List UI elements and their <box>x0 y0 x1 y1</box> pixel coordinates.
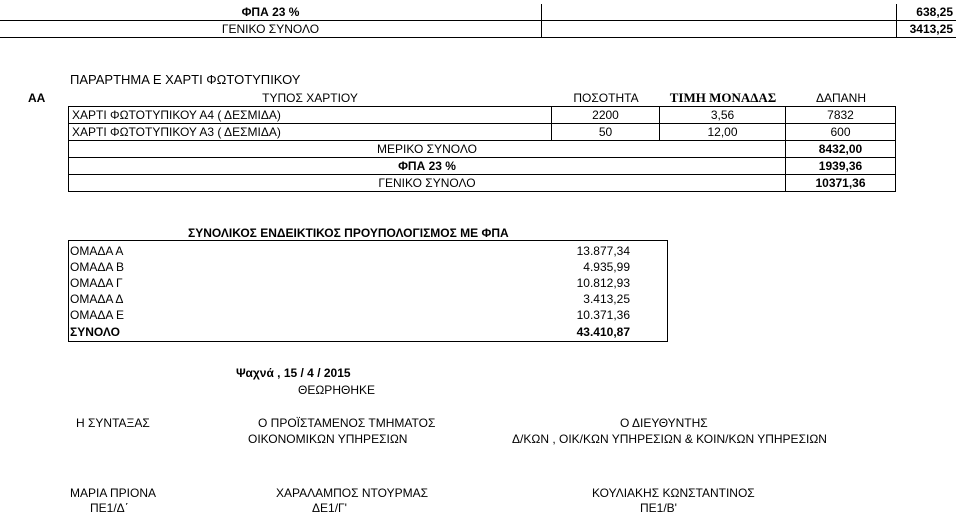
summary-total-label: ΣΥΝΟΛΟ <box>70 325 120 339</box>
summary-row-value: 4.935,99 <box>583 260 630 274</box>
sig2-rank: ΔΕ1/Γ' <box>312 501 347 515</box>
place-date: Ψαχνά , 15 / 4 / 2015 <box>236 366 351 380</box>
summary-row-value: 3.413,25 <box>583 292 630 306</box>
annex-total-label: ΓΕΝΙΚΟ ΣΥΝΟΛΟ <box>68 175 786 192</box>
summary-row-label: ΟΜΑΔΑ Ε <box>70 308 125 322</box>
top-total-value: 3413,25 <box>896 21 956 38</box>
row-type: ΧΑΡΤΙ ΦΩΤΟΤΥΠΙΚΟΥ Α4 ( ΔΕΣΜΙΔΑ) <box>68 107 552 124</box>
row-cost: 7832 <box>786 107 896 124</box>
row-unit-price: 12,00 <box>660 124 786 141</box>
sig2-role-line2: ΟΙΚΟΝΟΜΙΚΩΝ ΥΠΗΡΕΣΙΩΝ <box>248 432 408 446</box>
top-vat-value: 638,25 <box>896 4 956 21</box>
row-type: ΧΑΡΤΙ ΦΩΤΟΤΥΠΙΚΟΥ Α3 ( ΔΕΣΜΙΔΑ) <box>68 124 552 141</box>
sig3-role: Ο ΔΙΕΥΘΥΝΤΗΣ <box>620 416 708 430</box>
summary-row-value: 13.877,34 <box>576 244 630 258</box>
top-total-spacer <box>542 21 896 38</box>
annex-total-value: 10371,36 <box>786 175 896 192</box>
row-unit-price: 3,56 <box>660 107 786 124</box>
sig1-role: Η ΣΥΝΤΑΞΑΣ <box>76 416 150 430</box>
row-quantity: 2200 <box>552 107 660 124</box>
sig1-rank: ΠΕ1/Δ΄ <box>90 501 129 515</box>
sig3-rank: ΠΕ1/Β' <box>640 501 677 515</box>
sig2-name: ΧΑΡΑΛΑΜΠΟΣ ΝΤΟΥΡΜΑΣ <box>276 486 429 500</box>
sig3-role-line2: Δ/ΚΩΝ , ΟΙΚ/ΚΩΝ ΥΠΗΡΕΣΙΩΝ & ΚΟΙΝ/ΚΩΝ ΥΠΗΡΕΣΙΩΝ <box>512 432 827 446</box>
annex-title: ΠΑΡΑΡΤΗΜΑ Ε ΧΑΡΤΙ ΦΩΤΟΤΥΠΙΚΟΥ <box>70 72 301 87</box>
sig2-role: Ο ΠΡΟΪΣΤΑΜΕΝΟΣ ΤΜΗΜΑΤΟΣ <box>258 416 436 430</box>
top-vat-spacer <box>542 4 896 21</box>
subtotal-label: ΜΕΡΙΚΟ ΣΥΝΟΛΟ <box>68 141 786 158</box>
summary-row-label: ΟΜΑΔΑ Γ <box>70 276 123 290</box>
header-cost: ΔΑΠΑΝΗ <box>786 90 896 107</box>
header-type: ΤΥΠΟΣ ΧΑΡΤΙΟΥ <box>68 90 552 107</box>
top-vat-label: ΦΠΑ 23 % <box>0 4 542 21</box>
summary-row-value: 10.812,93 <box>576 276 630 290</box>
header-aa: ΑΑ <box>28 91 46 105</box>
summary-total-value: 43.410,87 <box>576 325 630 339</box>
approved-label: ΘΕΩΡΗΘΗΚΕ <box>298 383 375 397</box>
summary-row-label: ΟΜΑΔΑ Α <box>70 244 124 258</box>
annex-vat-value: 1939,36 <box>786 158 896 175</box>
header-unit-price: ΤΙΜΗ ΜΟΝΑΔΑΣ <box>660 90 786 107</box>
summary-row-label: ΟΜΑΔΑ Δ <box>70 292 124 306</box>
subtotal-value: 8432,00 <box>786 141 896 158</box>
row-quantity: 50 <box>552 124 660 141</box>
sig3-name: ΚΟΥΛΙΑΚΗΣ ΚΩΝΣΤΑΝΤΙΝΟΣ <box>592 486 755 500</box>
header-quantity: ΠΟΣΟΤΗΤΑ <box>552 90 660 107</box>
top-total-label: ΓΕΝΙΚΟ ΣΥΝΟΛΟ <box>0 21 542 38</box>
row-cost: 600 <box>786 124 896 141</box>
annex-vat-label: ΦΠΑ 23 % <box>68 158 786 175</box>
summary-title: ΣΥΝΟΛΙΚΟΣ ΕΝΔΕΙΚΤΙΚΟΣ ΠΡΟΥΠΟΛΟΓΙΣΜΟΣ ΜΕ ΦΠΑ <box>188 226 509 240</box>
summary-row-value: 10.371,36 <box>576 308 630 322</box>
summary-row-label: ΟΜΑΔΑ Β <box>70 260 125 274</box>
sig1-name: ΜΑΡΙΑ ΠΡΙΟΝΑ <box>70 486 157 500</box>
